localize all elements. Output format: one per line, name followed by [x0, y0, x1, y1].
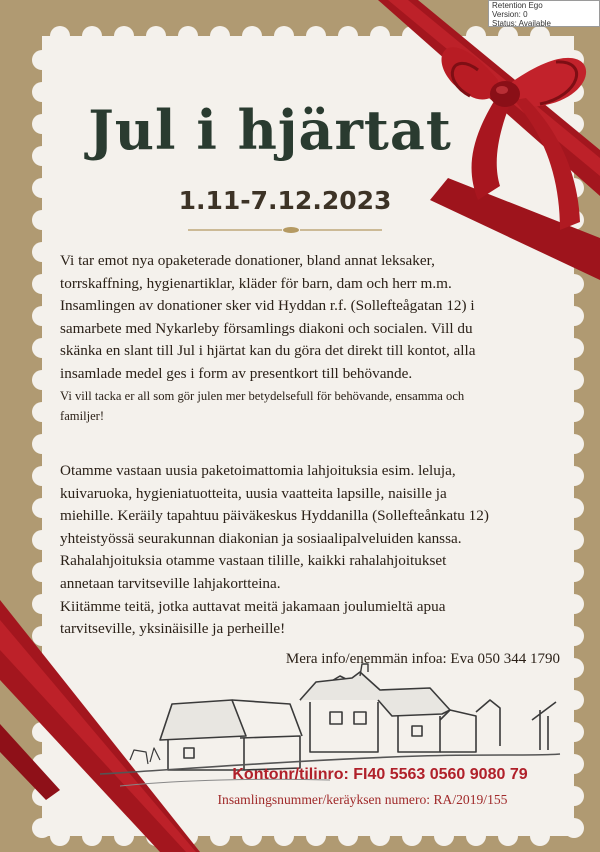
swedish-text: [60, 250, 565, 426]
swedish-line: Insamlingen av donationer sker vid Hyddan r.f. (Sollefteågatan 12) i: [60, 297, 475, 315]
status-line: Version: 0: [492, 10, 528, 19]
title-divider: [188, 227, 382, 233]
finnish-line: Rahalahjoituksia otamme vastaan tilille, kaikki rahalahjoitukset: [60, 552, 447, 570]
swedish-thanks-line: familjer!: [60, 408, 105, 423]
event-dates: 1.11-7.12.2023: [178, 186, 392, 215]
swedish-line: Vi tar emot nya opaketerade donationer, bland annat leksaker,: [60, 252, 435, 269]
finnish-line: Kiitämme teitä, jotka auttavat meitä jakamaan joulumieltä apua: [60, 597, 446, 615]
swedish-line: skänka en slant till Jul i hjärtat kan du göra det direkt till kontot, alla: [60, 342, 476, 360]
status-line: Retention Ego: [492, 1, 543, 10]
finnish-line: Otamme vastaan uusia paketoimattomia lahjoituksia esim. leluja,: [60, 462, 456, 479]
document-status-box: [488, 0, 600, 27]
finnish-line: kuivaruoka, hygieniatuotteita, uusia vaatteita lapsille, naisille ja: [60, 484, 447, 502]
swedish-thanks-line: Vi vill tacka er all som gör julen mer betydelsefull för behövande, ensamma och: [60, 388, 465, 403]
status-line: Status: Available: [492, 19, 552, 27]
account-number: Kontonr/tilinro: FI40 5563 0560 9080 79: [232, 766, 528, 783]
contact-info: Mera info/enemmän infoa: Eva 050 344 1790: [285, 651, 560, 667]
swedish-line: torrskaffning, hygienartiklar, kläder för barn, dam och herr m.m.: [60, 274, 452, 292]
finnish-line: yhteistyössä seurakunnan diakonian ja sosiaalipalveluiden kanssa.: [60, 529, 462, 547]
poster-title: Jul i hjärtat: [88, 98, 452, 162]
swedish-line: insamlade medel ges i form av presentkort till behövande.: [60, 364, 413, 382]
finnish-line: tarvitseville, yksinäisille ja perheille!: [60, 620, 286, 638]
finnish-text: [60, 460, 565, 641]
finnish-line: miehille. Keräily tapahtuu päiväkeskus Hyddanilla (Sollefteånkatu 12): [60, 507, 489, 525]
swedish-line: samarbete med Nykarleby församlings diakoni och socialen. Vill du: [60, 319, 473, 337]
collection-number: Insamlingsnummer/keräyksen numero: RA/2019/155: [217, 792, 508, 807]
finnish-line: annetaan tarvitseville lahjakortteina.: [60, 574, 281, 592]
